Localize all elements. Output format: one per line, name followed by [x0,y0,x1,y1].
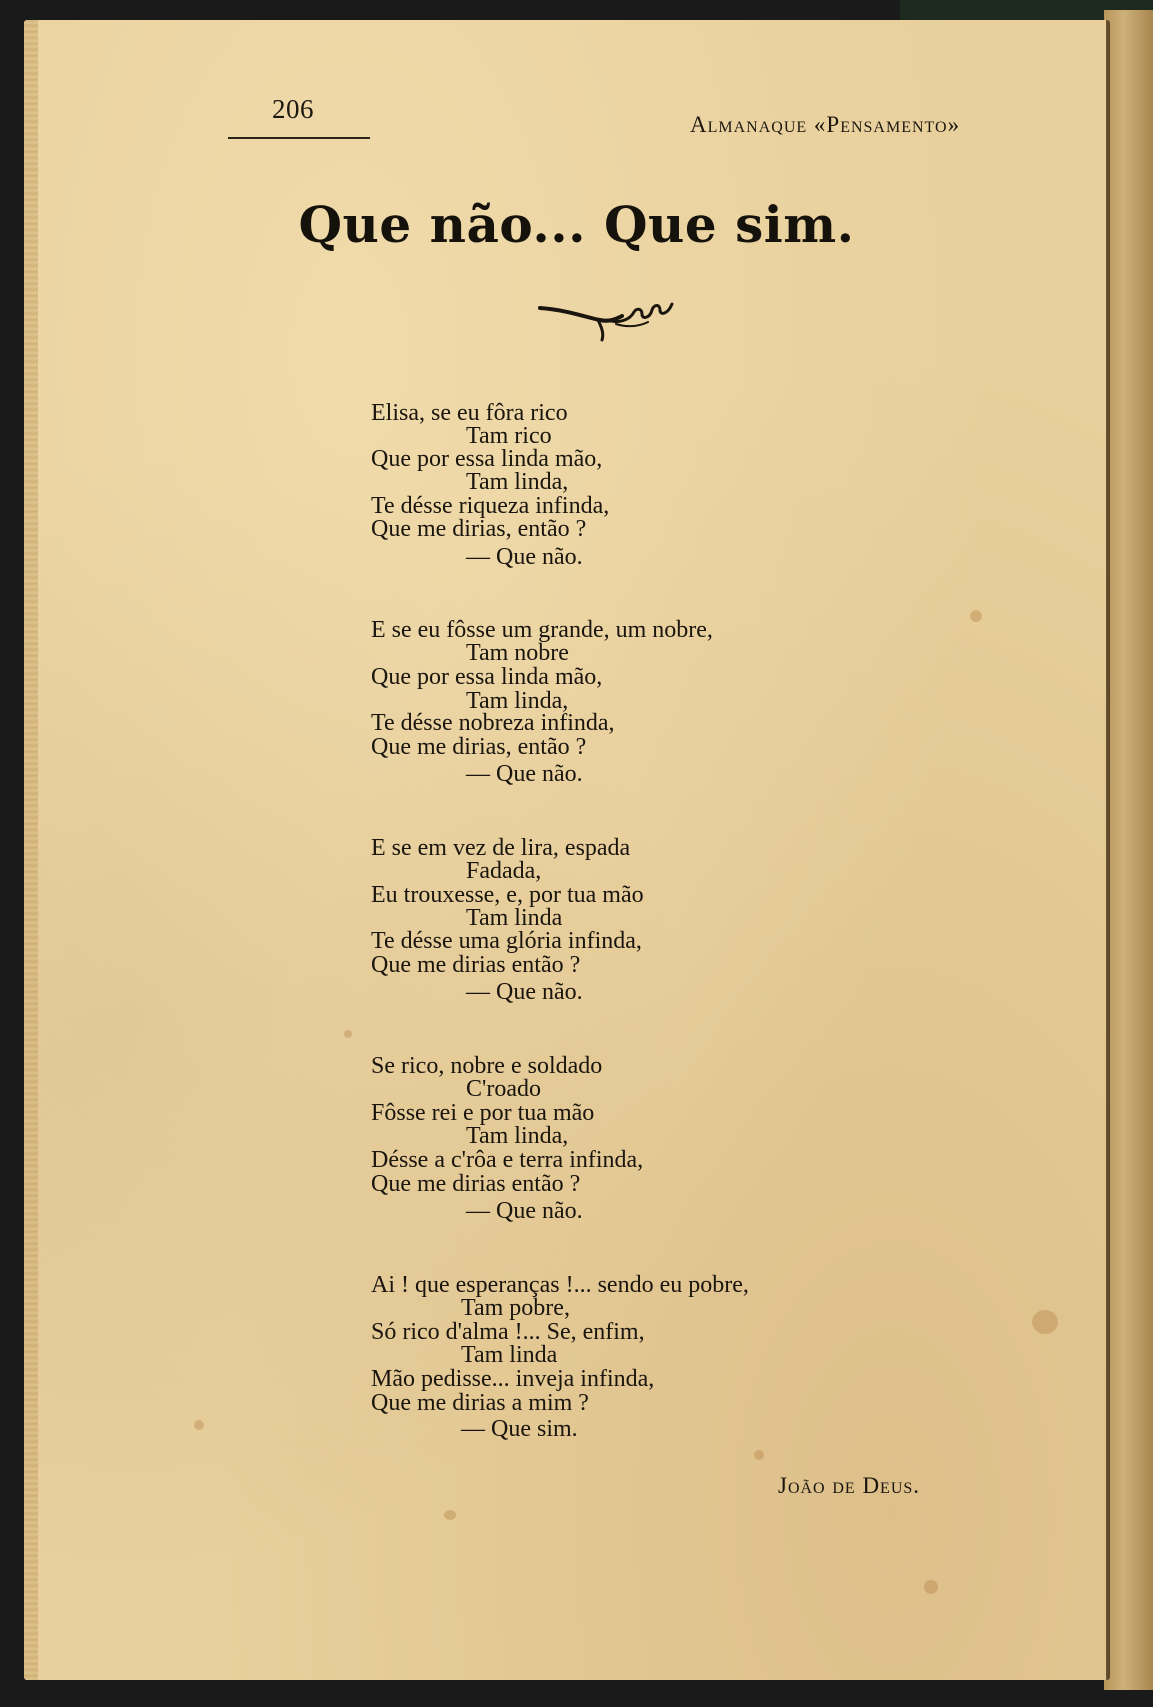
poem-line: C'roado [466,1076,541,1102]
poem-line: Que me dirias a mim ? [371,1390,589,1416]
poem-line: Só rico d'alma !... Se, enfim, [371,1319,645,1345]
poem-line: Te désse nobreza infinda, [371,710,615,736]
header-rule [228,137,370,139]
poem-line: Tam linda, [466,1123,569,1149]
poem-line: Désse a c'rôa e terra infinda, [371,1147,644,1173]
page-left-edge [24,20,38,1680]
running-head [0,0,1153,160]
poem-line: Que me dirias então ? [371,952,581,978]
poem-line: Tam linda, [466,688,569,714]
poem-line: Tam linda, [466,469,569,495]
poem-line: Que me dirias então ? [371,1171,581,1197]
poem-line: Tam rico [466,423,552,449]
poem-line: Ai ! que esperanças !... sendo eu pobre, [371,1272,749,1298]
poem-line: — Que não. [466,1198,583,1224]
poem-line: Se rico, nobre e soldado [371,1053,603,1079]
poem-line: Que por essa linda mão, [371,664,603,690]
foxing-spot [754,1450,764,1460]
title-ornament-icon [538,298,678,346]
foxing-spot [344,1030,352,1038]
poem-line: Fôsse rei e por tua mão [371,1100,595,1126]
poem-line: — Que sim. [461,1416,578,1442]
poem-line: Que me dirias, então ? [371,734,587,760]
poem-line: Que por essa linda mão, [371,446,603,472]
poem-line: Tam linda [466,905,563,931]
page-gutter [1106,20,1110,1680]
foxing-spot [970,610,982,622]
author-signature: João de Deus. [778,1473,921,1498]
poem-line: Fadada, [466,858,542,884]
page-number: 206 [272,94,314,124]
poem-line: E se eu fôsse um grande, um nobre, [371,617,713,643]
poem-line: Tam nobre [466,640,569,666]
poem-title: Que não... Que sim. [298,195,855,254]
foxing-spot [1032,1310,1058,1334]
poem-line: Mão pedisse... inveja infinda, [371,1366,655,1392]
poem-line: — Que não. [466,544,583,570]
poem-line: E se em vez de lira, espada [371,835,631,861]
poem-line: Eu trouxesse, e, por tua mão [371,882,644,908]
foxing-spot [924,1580,938,1594]
running-title: Almanaque «Pensamento» [690,112,961,137]
poem-line: Tam linda [461,1342,558,1368]
poem-line: Te désse uma glória infinda, [371,928,642,954]
poem-line: Elisa, se eu fôra rico [371,400,568,426]
foxing-spot [194,1420,204,1430]
poem-line: Tam pobre, [461,1295,570,1321]
poem-line: — Que não. [466,979,583,1005]
foxing-spot [444,1510,456,1520]
poem-line: Que me dirias, então ? [371,516,587,542]
poem-line: Te désse riqueza infinda, [371,493,610,519]
next-page-edge [1104,10,1153,1690]
poem-line: — Que não. [466,761,583,787]
